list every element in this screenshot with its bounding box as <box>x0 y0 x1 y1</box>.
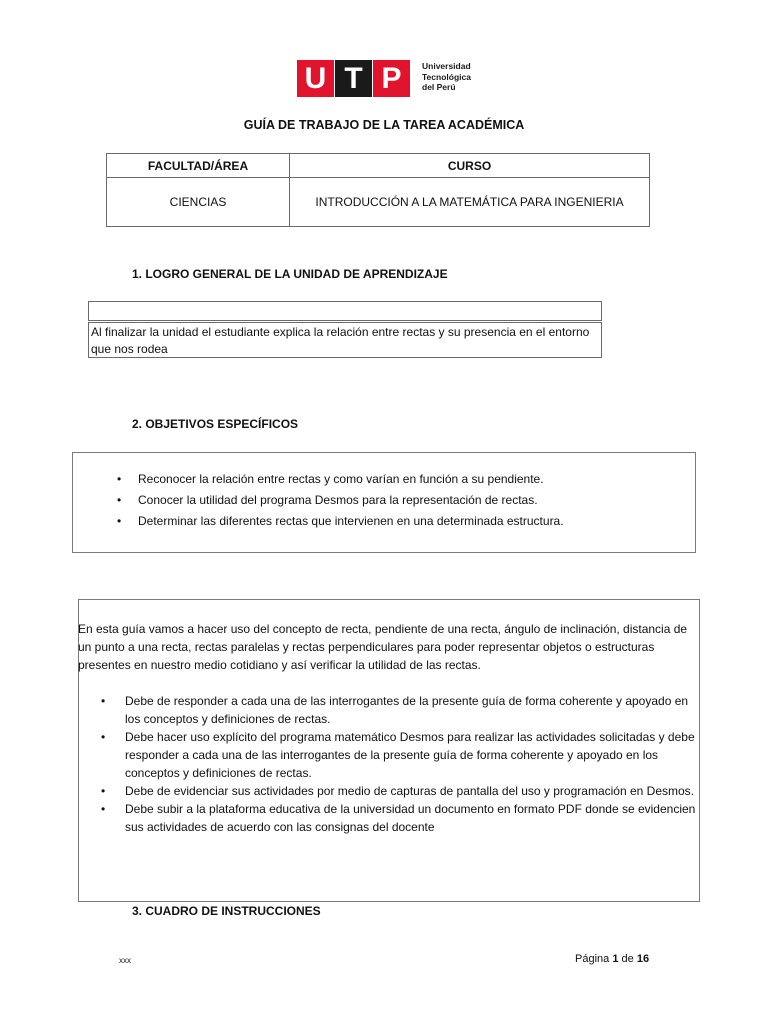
page-current: 1 <box>612 953 619 965</box>
page-label: Página <box>575 953 610 965</box>
bullet-icon: • <box>101 784 106 798</box>
guide-list <box>79 692 699 836</box>
list-item <box>73 469 564 490</box>
cell-faculty: CIENCIAS <box>107 178 290 227</box>
objective-text: Reconocer la relación entre rectas y como varían en función a su pendiente. <box>138 472 544 486</box>
section-heading-instrucciones: 3. CUADRO DE INSTRUCCIONES <box>132 904 321 918</box>
guide-instructions-box <box>78 599 700 902</box>
header-faculty: FACULTAD/ÁREA <box>107 154 290 178</box>
objectives-list <box>73 469 564 532</box>
document-title: GUÍA DE TRABAJO DE LA TAREA ACADÉMICA <box>243 118 525 132</box>
utp-logo <box>297 60 477 98</box>
list-item <box>79 800 699 836</box>
logro-empty-row <box>88 301 602 321</box>
guide-item-text: Debe hacer uso explícito del programa matemático Desmos para realizar las actividades solicitadas y debe responder a cada una de las interrogantes de la presente guía de forma coherente y apoyado en los conceptos y definiciones de rectas. <box>125 730 695 780</box>
logo-university-name <box>422 61 471 93</box>
logro-text-box: Al finalizar la unidad el estudiante explica la relación entre rectas y su presencia en el entorno que nos rodea <box>88 322 602 358</box>
objective-text: Conocer la utilidad del programa Desmos para la representación de rectas. <box>138 493 538 507</box>
list-item <box>73 490 564 511</box>
table-header-row <box>107 154 650 178</box>
bullet-icon: • <box>117 493 122 507</box>
list-item <box>73 511 564 532</box>
section-heading-logro: 1. LOGRO GENERAL DE LA UNIDAD DE APRENDIZAJE <box>132 267 448 281</box>
footer-left-text: xxx <box>119 956 131 965</box>
guide-item-text: Debe de evidenciar sus actividades por medio de capturas de pantalla del uso y programación en Desmos. <box>125 784 694 798</box>
logo-letter-u: U <box>297 60 334 97</box>
objectives-box <box>72 452 696 553</box>
page-number <box>575 953 649 965</box>
guide-item-text: Debe de responder a cada una de las interrogantes de la presente guía de forma coherente y apoyado en los conceptos y definiciones de rectas. <box>125 694 689 726</box>
bullet-icon: • <box>117 514 122 528</box>
bullet-icon: • <box>101 802 106 816</box>
bullet-icon: • <box>101 730 106 744</box>
faculty-course-table <box>106 153 650 227</box>
logo-name-line: Tecnológica <box>422 71 471 82</box>
page-total: 16 <box>636 953 650 965</box>
logo-name-line: Universidad <box>422 61 471 71</box>
logo-letter-p: P <box>373 60 410 97</box>
guide-item-text: Debe subir a la plataforma educativa de la universidad un documento en formato PDF donde se evidencien sus actividades de acuerdo con las consignas del docente <box>125 802 696 834</box>
guide-intro-text: En esta guía vamos a hacer uso del concepto de recta, pendiente de una recta, ángulo de inclinación, distancia de un punto a una recta, rectas paralelas y rectas perpendiculares para poder representar objetos o estructuras presentes en nuestro medio cotidiano y así verificar la utilidad de las rectas. <box>78 622 688 672</box>
header-course: CURSO <box>290 154 650 178</box>
list-item <box>79 692 699 728</box>
bullet-icon: • <box>117 472 122 486</box>
logo-name-line: del Perú <box>422 82 456 92</box>
logo-letter-t: T <box>335 60 372 97</box>
list-item <box>79 782 699 800</box>
list-item <box>79 728 699 782</box>
page-of: de <box>621 953 634 965</box>
section-heading-objetivos: 2. OBJETIVOS ESPECÍFICOS <box>132 417 299 431</box>
cell-course: INTRODUCCIÓN A LA MATEMÁTICA PARA INGENIERIA <box>290 178 650 227</box>
table-row <box>107 178 650 227</box>
bullet-icon: • <box>101 694 106 708</box>
objective-text: Determinar las diferentes rectas que intervienen en una determinada estructura. <box>138 514 564 528</box>
